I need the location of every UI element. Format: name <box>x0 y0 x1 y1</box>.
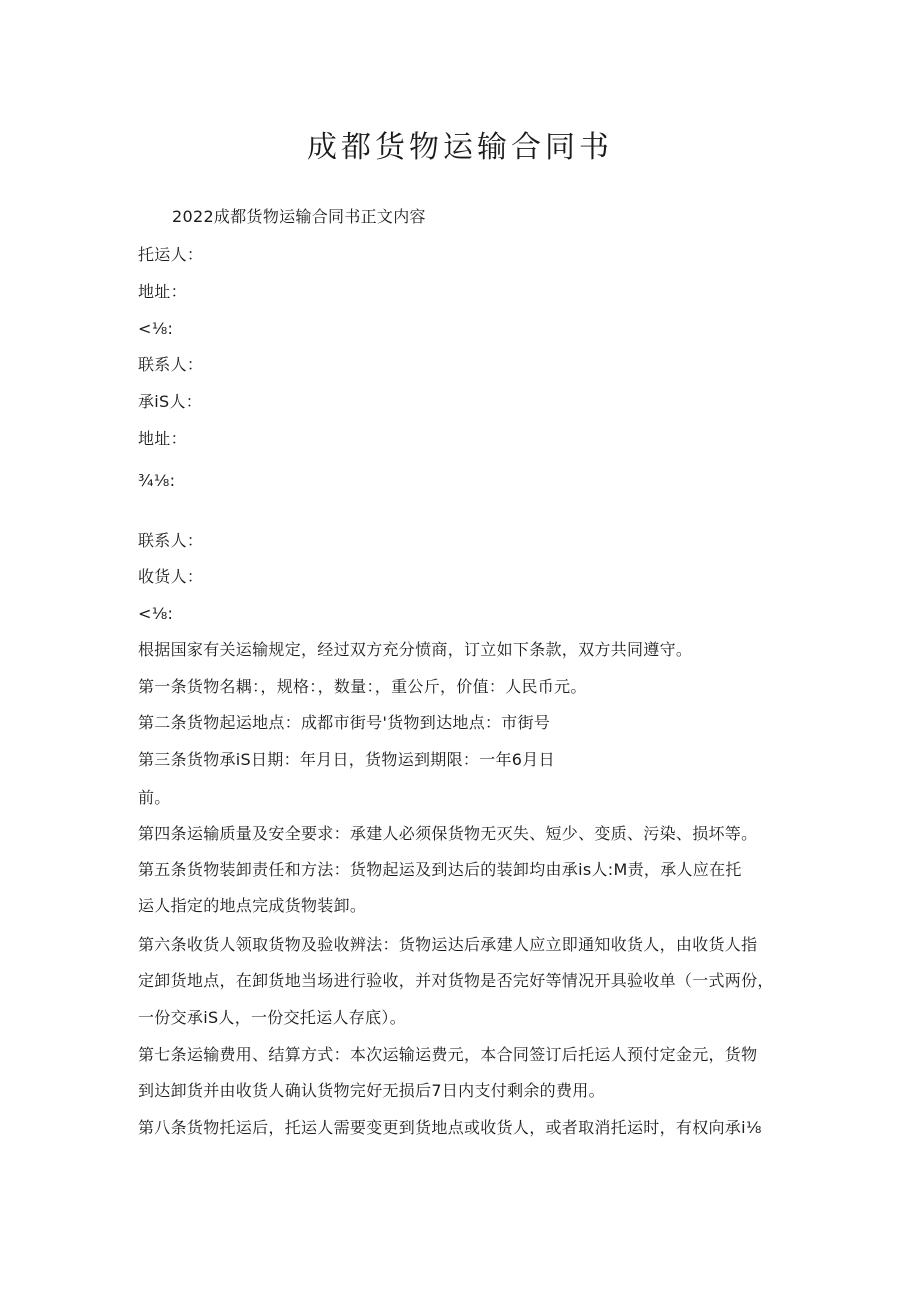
clause-1: 第一条货物名耦：，规格：，数量：，重公斤，价值：人民币元。 <box>138 677 587 696</box>
clause-3: 第三条货物承iS日期：年月日，货物运到期限：一年6月日 <box>138 750 555 769</box>
clause-4: 第四条运输质量及安全要求：承建人必须保货物无灭失、短少、变质、污染、损坏等。 <box>138 824 758 843</box>
paragraph-intro: 根据国家有关运输规定，经过双方充分愤商，订立如下条款，双方共同遵守。 <box>138 640 693 659</box>
clause-6: 第六条收货人领取货物及验收辨法：货物运达后承建人应立即通知收货人，由收货人指 <box>138 935 758 954</box>
clause-5: 第五条货物装卸责任和方法：货物起运及到达后的装卸均由承is人:M责，承人应在托 <box>138 860 742 879</box>
clause-3-cont: 前。 <box>138 788 171 807</box>
document-subtitle: 2022成都货物运输合同书正文内容 <box>172 207 426 226</box>
shipper-address-label: 地址： <box>138 282 187 301</box>
carrier-phone-label: ¾⅛: <box>138 471 176 490</box>
clause-2: 第二条货物起运地点：成都市街号'货物到达地点：市街号 <box>138 713 551 732</box>
carrier-address-label: 地址： <box>138 429 187 448</box>
clause-6-cont-1: 定卸货地点，在卸货地当场进行验收，并对货物是否完好等情况开具验收单（一式两份， <box>138 971 774 990</box>
clause-7-cont: 到达卸货并由收货人确认货物完好无损后7日内支付剩余的费用。 <box>138 1081 605 1100</box>
clause-6-cont-2: 一份交承iS人，一份交托运人存底）。 <box>138 1008 407 1027</box>
carrier-label: 承iS人： <box>138 392 203 411</box>
carrier-contact-label: 联系人： <box>138 531 204 550</box>
consignee-phone-label: <⅛: <box>138 604 174 623</box>
consignee-label: 收货人： <box>138 567 204 586</box>
document-title: 成都货物运输合同书 <box>307 130 613 165</box>
shipper-label: 托运人： <box>138 245 204 264</box>
clause-7: 第七条运输费用、结算方式：本次运输运费元，本合同签订后托运人预付定金元，货物 <box>138 1045 758 1064</box>
shipper-phone-label: <⅛: <box>138 319 174 338</box>
shipper-contact-label: 联系人： <box>138 355 204 374</box>
clause-8: 第八条货物托运后，托运人需要变更到货地点或收货人，或者取消托运时，有权向承i⅛ <box>138 1118 762 1137</box>
clause-5-cont: 运人指定的地点完成货物装卸。 <box>138 896 367 915</box>
